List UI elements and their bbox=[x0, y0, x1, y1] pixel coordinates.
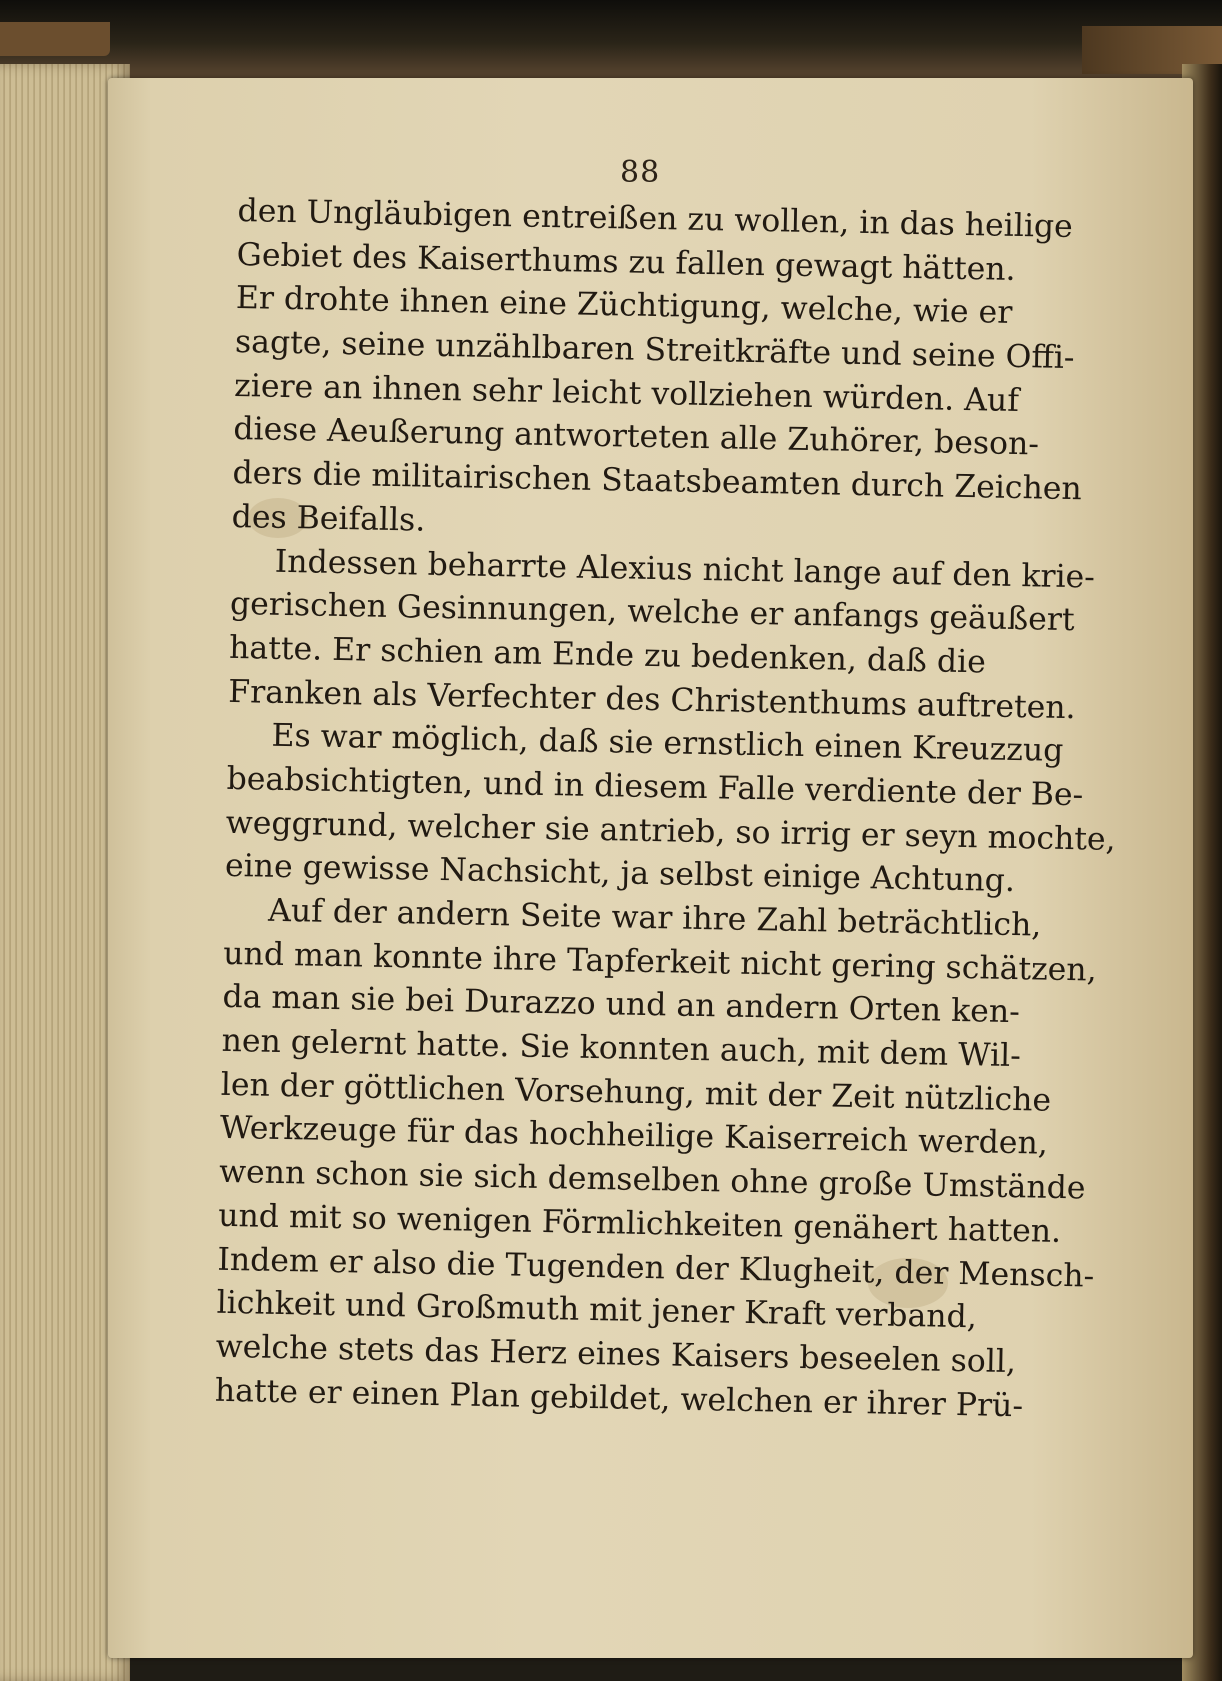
text-line: hatte. Er schien am Ende zu bedenken, daß die bbox=[228, 629, 987, 681]
page-number: 88 bbox=[620, 155, 661, 190]
text-line: da man sie bei Durazzo und an andern Orten ken- bbox=[222, 979, 1021, 1031]
text-line: eine gewisse Nachsicht, ja selbst einige Achtung. bbox=[224, 848, 1016, 900]
text-line: ders die militairischen Staatsbeamten durch Zeichen bbox=[232, 455, 1083, 508]
text-line: welche stets das Herz eines Kaisers beseelen soll, bbox=[215, 1328, 1017, 1381]
book-cover-top bbox=[0, 0, 1222, 78]
text-line: Es war möglich, daß sie ernstlich einen Kreuzzug bbox=[271, 717, 1064, 770]
text-line: Auf der andern Seite war ihre Zahl beträchtlich, bbox=[267, 892, 1042, 944]
text-line: wenn schon sie sich demselben ohne große Umstände bbox=[218, 1153, 1086, 1207]
text-line: lichkeit und Großmuth mit jener Kraft verband, bbox=[216, 1284, 978, 1336]
text-line: Franken als Verfechter des Christenthums auftreten. bbox=[228, 673, 1076, 726]
text-line: Werkzeuge für das hochheilige Kaiserreich werden, bbox=[219, 1110, 1049, 1163]
text-line: hatte er einen Plan gebildet, welchen er ihrer Prü- bbox=[214, 1372, 1024, 1424]
text-line: und man konnte ihre Tapferkeit nicht gering schätzen, bbox=[222, 935, 1098, 989]
text-line: diese Aeußerung antworteten alle Zuhörer, beson- bbox=[233, 411, 1040, 463]
text-line: weggrund, welcher sie antrieb, so irrig er seyn mochte, bbox=[225, 804, 1116, 858]
text-line: nen gelernt hatte. Sie konnten auch, mit dem Wil- bbox=[221, 1022, 1022, 1075]
text-line: Indem er also die Tugenden der Klugheit, der Mensch- bbox=[217, 1241, 1095, 1295]
text-line: den Ungläubigen entreißen zu wollen, in das heilige bbox=[237, 192, 1074, 246]
text-line: Gebiet des Kaiserthums zu fallen gewagt hätten. bbox=[236, 236, 1016, 288]
text-line: des Beifalls. bbox=[231, 498, 426, 539]
text-line: und mit so wenigen Förmlichkeiten genähert hatten. bbox=[217, 1197, 1062, 1250]
text-line: ziere an ihnen sehr leicht vollziehen würden. Auf bbox=[233, 367, 1020, 419]
text-line: Er drohte ihnen eine Züchtigung, welche, wie er bbox=[235, 280, 1013, 332]
text-line: len der göttlichen Vorsehung, mit der Zeit nützliche bbox=[220, 1066, 1052, 1119]
cover-corner-left bbox=[0, 22, 110, 56]
text-line: Indessen beharrte Alexius nicht lange auf den krie- bbox=[274, 543, 1096, 596]
text-line: sagte, seine unzählbaren Streitkräfte und seine Offi- bbox=[234, 324, 1075, 377]
body-text bbox=[214, 190, 1116, 1430]
text-line: beabsichtigten, und in diesem Falle verdiente der Be- bbox=[226, 760, 1084, 814]
text-line: gerischen Gesinnungen, welche er anfangs geäußert bbox=[229, 586, 1075, 639]
